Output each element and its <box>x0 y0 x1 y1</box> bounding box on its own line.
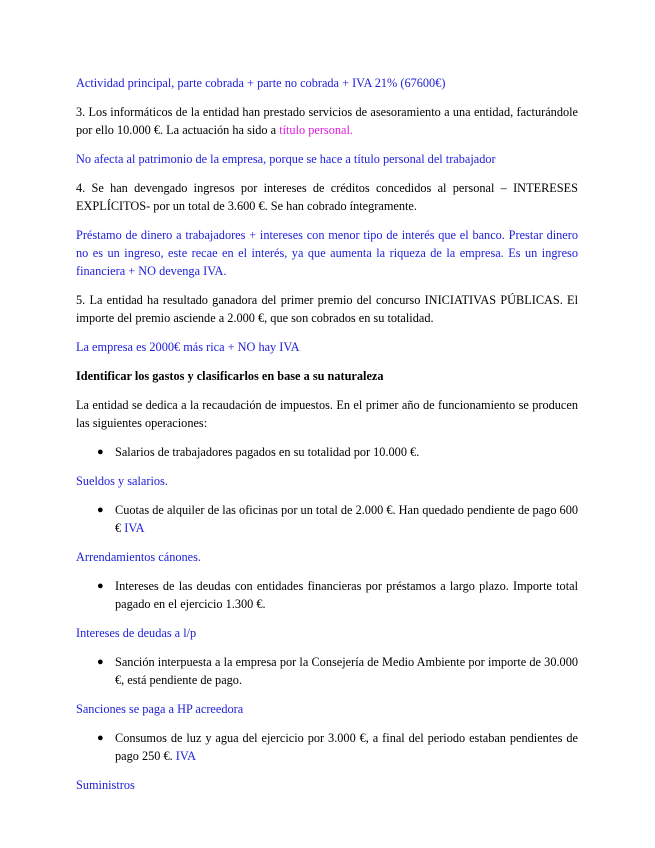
question-text: 3. Los informáticos de la entidad han prestado servicios de asesoramiento a una entidad, facturándole por ello 10.000 €. La actuación ha sido a <box>76 105 578 137</box>
question-paragraph: 4. Se han devengado ingresos por intereses de créditos concedidos al personal – INTERESES EXPLÍCITOS- por un total de 3.600 €. Se han cobrado íntegramente. <box>76 181 578 213</box>
answer-paragraph: Sanciones se paga a HP acreedora <box>76 702 244 716</box>
bullet-icon: ● <box>97 580 104 592</box>
bullet-icon: ● <box>97 446 104 458</box>
list-item-text: Intereses de las deudas con entidades financieras por préstamos a largo plazo. Importe total pagado en el ejercicio 1.300 €. <box>115 579 578 611</box>
list-item <box>76 653 578 689</box>
list-item <box>76 443 578 461</box>
bullet-icon: ● <box>97 656 104 668</box>
list-item <box>76 501 578 537</box>
list-item-suffix: IVA <box>124 521 145 535</box>
answer-paragraph: Préstamo de dinero a trabajadores + intereses con menor tipo de interés que el banco. Prestar dinero no es un ingreso, este recae en el interés, ya que aumenta la riqueza de la empresa. Es un ingreso financiera + NO devenga IVA. <box>76 228 578 278</box>
section-heading: Identificar los gastos y clasificarlos en base a su naturaleza <box>76 369 384 383</box>
list-item-suffix: IVA <box>175 749 197 763</box>
list-item-text: Sanción interpuesta a la empresa por la Consejería de Medio Ambiente por importe de 30.000 €, está pendiente de pago. <box>115 655 578 687</box>
section-intro: La entidad se dedica a la recaudación de impuestos. En el primer año de funcionamiento se producen las siguientes operaciones: <box>76 398 578 430</box>
answer-paragraph: No afecta al patrimonio de la empresa, porque se hace a título personal del trabajador <box>76 152 496 166</box>
answer-paragraph: Arrendamientos cánones. <box>76 550 201 564</box>
answer-paragraph: Intereses de deudas a l/p <box>76 626 197 640</box>
list-item <box>76 577 578 613</box>
highlighted-text: título personal. <box>279 123 353 137</box>
list-item <box>76 729 578 765</box>
answer-paragraph: Actividad principal, parte cobrada + parte no cobrada + IVA 21% (67600€) <box>76 76 446 90</box>
answer-paragraph: La empresa es 2000€ más rica + NO hay IVA <box>76 340 300 354</box>
question-paragraph <box>76 103 578 139</box>
bullet-icon: ● <box>97 504 104 516</box>
list-item-text: Cuotas de alquiler de las oficinas por un total de 2.000 €. Han quedado pendiente de pago 600 € <box>115 503 578 535</box>
bullet-icon: ● <box>97 732 104 744</box>
list-item-text: Consumos de luz y agua del ejercicio por 3.000 €, a final del periodo estaban pendientes de pago 250 €. <box>115 731 578 763</box>
answer-paragraph: Suministros <box>76 778 135 792</box>
operations-list <box>76 443 578 794</box>
document-body <box>76 74 578 805</box>
list-item-text: Salarios de trabajadores pagados en su totalidad por 10.000 €. <box>115 445 420 459</box>
question-paragraph: 5. La entidad ha resultado ganadora del primer premio del concurso INICIATIVAS PÚBLICAS. El importe del premio asciende a 2.000 €, que son cobrados en su totalidad. <box>76 293 578 325</box>
answer-paragraph: Sueldos y salarios. <box>76 474 168 488</box>
